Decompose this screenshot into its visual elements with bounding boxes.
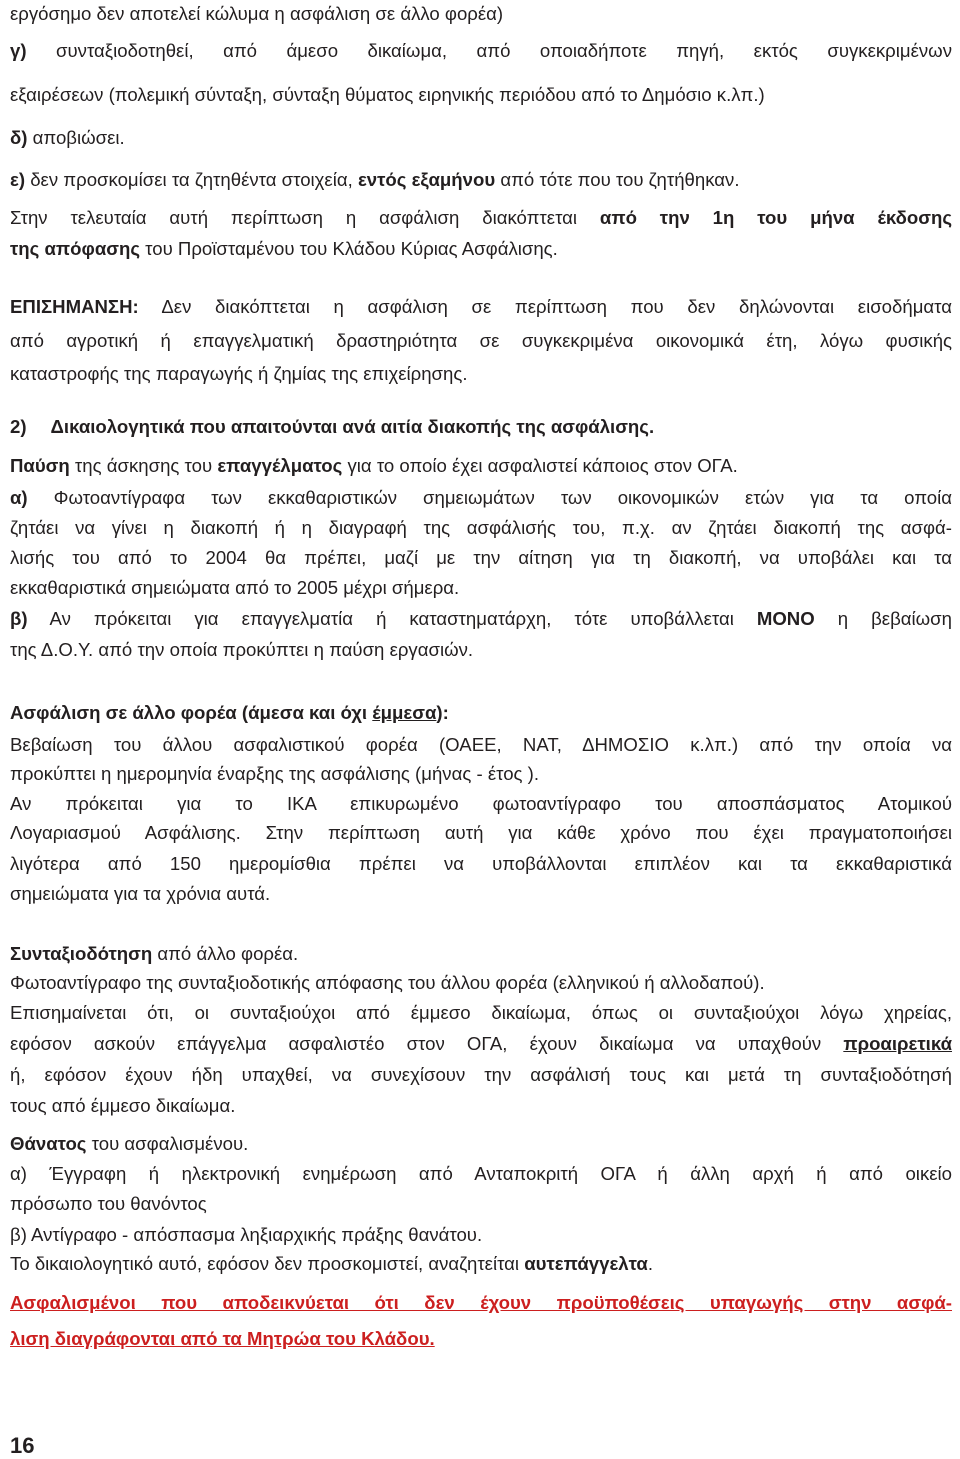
text-line: εφόσον ασκούν επάγγελμα ασφαλιστέο στον ΟΓΑ, έχουν δικαίωμα να υπαχθούν προαιρετικά [10,1033,952,1054]
page-number: 16 [10,1433,35,1458]
item-g: γ) συνταξιοδοτηθεί, από άμεσο δικαίωμα, από οποιαδήποτε πηγή, εκτός συγκεκριμένων [10,40,952,61]
text-line: Λογαριασμού Ασφάλισης. Στην περίπτωση αυτή για κάθε χρόνο που έχει πραγματοποιήσει [10,822,952,843]
text-line: της Δ.Ο.Υ. από την οποία προκύπτει η παύση εργασιών. [10,639,474,660]
text-line: Φωτοαντίγραφο της συνταξιοδοτικής απόφασης του άλλου φορέα (ελληνικού ή αλλοδαπού). [10,972,765,993]
text-line: τους από έμμεσο δικαίωμα. [10,1095,236,1116]
item-d: δ) αποβιώσει. [10,127,125,148]
notice-paragraph: ΕΠΙΣΗΜΑΝΣΗ: Δεν διακόπτεται η ασφάλιση σε περίπτωση που δεν δηλώνονται εισοδήματα [10,296,952,317]
text-line: πρόσωπο του θανόντος [10,1193,207,1214]
text-line: ζητάει να γίνει η διακοπή ή η διαγραφή της ασφάλισής του, π.χ. αν ζητάει διακοπή της ασφά- [10,517,952,538]
text-line: Θάνατος του ασφαλισμένου. [10,1133,249,1154]
text-line: εργόσημο δεν αποτελεί κώλυμα η ασφάλιση σε άλλο φορέα) [10,3,504,24]
text-line: προκύπτει η ημερομηνία έναρξης της ασφάλισης (μήνας - έτος ). [10,763,540,784]
text-line: εξαιρέσεων (πολεμική σύνταξη, σύνταξη θύματος ειρηνικής περιόδου από το Δημόσιο κ.λπ.) [10,84,765,105]
section-heading: 2) Δικαιολογητικά που απαιτούνται ανά αιτία διακοπής της ασφάλισης. [10,416,655,437]
text-line: Στην τελευταία αυτή περίπτωση η ασφάλιση διακόπτεται από την 1η του μήνα έκδοσης [10,207,952,228]
text-line: β) Αν πρόκειται για επαγγελματία ή καταστηματάρχη, τότε υποβάλλεται ΜΟΝΟ η βεβαίωση [10,608,952,629]
text-line: Το δικαιολογητικό αυτό, εφόσον δεν προσκομιστεί, αναζητείται αυτεπάγγελτα. [10,1253,653,1274]
text-line: σημειώματα για τα χρόνια αυτά. [10,883,271,904]
text-line: ή, εφόσον έχουν ήδη υπαχθεί, να συνεχίσουν την ασφάλισή τους και μετά τη συνταξιοδότησή [10,1064,952,1085]
text-line: α) Έγγραφη ή ηλεκτρονική ενημέρωση από Ανταποκριτή ΟΓΑ ή άλλη αρχή ή από οικείο [10,1163,952,1184]
text-line: λισής του από το 2004 θα πρέπει, μαζί με την αίτηση για τη διακοπή, να υποβάλει και τα [10,547,952,568]
text-line: Παύση της άσκησης του επαγγέλματος για το οποίο έχει ασφαλιστεί κάποιος στον ΟΓΑ. [10,455,738,476]
text-line: β) Αντίγραφο - απόσπασμα ληξιαρχικής πράξης θανάτου. [10,1224,483,1245]
text-line: Αν πρόκειται για το ΙΚΑ επικυρωμένο φωτοαντίγραφο του αποσπάσματος Ατομικού [10,793,952,814]
text-line: της απόφασης του Προϊσταμένου του Κλάδου Κύριας Ασφάλισης. [10,238,558,259]
text-line: εκκαθαριστικά σημειώματα από το 2005 μέχρι σήμερα. [10,577,460,598]
red-warning-line: λιση διαγράφονται από τα Μητρώα του Κλάδου. [10,1328,435,1349]
red-warning-line: Ασφαλισμένοι που αποδεικνύεται ότι δεν έχουν προϋποθέσεις υπαγωγής στην ασφά- [10,1292,952,1313]
section-heading: Ασφάλιση σε άλλο φορέα (άμεσα και όχι έμμεσα): [10,702,449,723]
item-e: ε) δεν προσκομίσει τα ζητηθέντα στοιχεία, εντός εξαμήνου από τότε που του ζητήθηκαν. [10,169,740,190]
text-line: Συνταξιοδότηση από άλλο φορέα. [10,943,299,964]
text-line: λιγότερα από 150 ημερομίσθια πρέπει να υποβάλλονται επιπλέον και τα εκκαθαριστικά [10,853,952,874]
text-line: Επισημαίνεται ότι, οι συνταξιούχοι από έμμεσο δικαίωμα, όπως οι συνταξιούχοι λόγω χηρείας, [10,1002,952,1023]
text-line: α) Φωτοαντίγραφα των εκκαθαριστικών σημειωμάτων των οικονομικών ετών για τα οποία [10,487,952,508]
text-line: από αγροτική ή επαγγελματική δραστηριότητα σε συγκεκριμένα οικονομικά έτη, λόγω φυσικής [10,330,952,351]
text-line: καταστροφής της παραγωγής ή ζημίας της επιχείρησης. [10,363,468,384]
text-line: Βεβαίωση του άλλου ασφαλιστικού φορέα (ΟΑΕΕ, ΝΑΤ, ΔΗΜΟΣΙΟ κ.λπ.) από την οποία να [10,734,952,755]
